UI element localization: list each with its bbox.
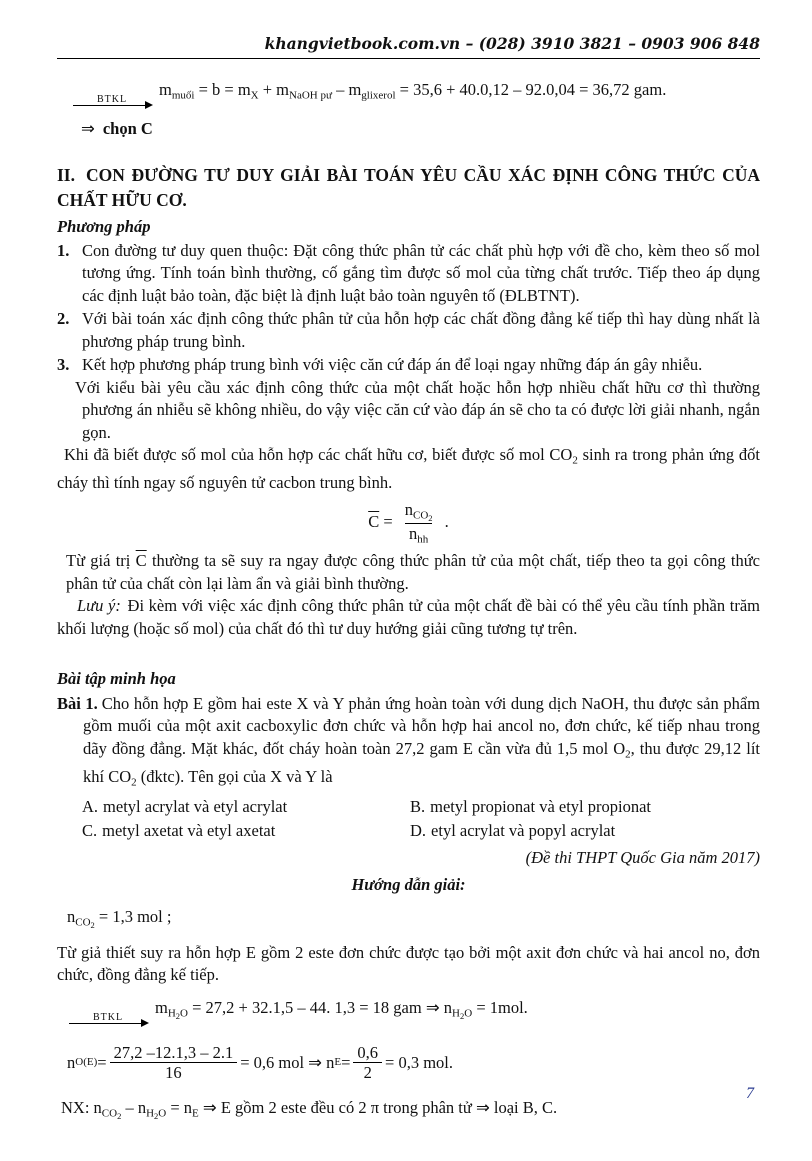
formula-segment: E — [192, 1107, 199, 1120]
item-number: 2. — [57, 309, 70, 328]
formula-segment: , thu được 29,12 lít khí CO — [83, 738, 760, 786]
formula-segment: 2 — [117, 1110, 122, 1121]
formula-segment: = — [97, 1052, 107, 1072]
option-d — [410, 819, 615, 843]
formula-segment: n — [67, 1052, 76, 1072]
formula-segment: Cho hỗn hợp E gồm hai este X và Y phản ứng hoàn toàn với dung dịch NaOH, thu được sản phẩm gồm muối của một axit cacboxylic đơn chức và hỗn hợp hai ancol no, đơn chức, kế tiếp nhau trong dãy đồng đẳng. Mặt khác, đốt cháy hoàn toàn 27,2 gam E cần vừa đủ 1,5 mol O — [83, 693, 760, 758]
chosen-answer-label: chọn C — [102, 118, 153, 138]
formula-segment: Khi đã biết được số mol của hỗn hợp các chất hữu cơ, biết được số mol CO — [64, 445, 573, 464]
method-item-1 — [57, 240, 760, 308]
formula-segment: muối — [171, 89, 195, 102]
section-number: II. — [57, 165, 75, 185]
option-b-key: B. — [410, 796, 426, 816]
problem-1-text — [83, 693, 760, 789]
implies-arrow-icon: ⇒ — [81, 118, 95, 138]
formula-segment: 2 — [625, 748, 631, 761]
item-text: Với bài toán xác định công thức phân tử của hỗn hợp các chất đồng đẳng kế tiếp thì hay dùng nhất là phương pháp trung bình. — [82, 309, 760, 351]
formula-segment: 2 — [428, 512, 433, 523]
formula-segment: 0,6 — [357, 1042, 379, 1062]
section-title-text: CON ĐƯỜNG TƯ DUY GIẢI BÀI TOÁN YÊU CẦU XÁC ĐỊNH CÔNG THỨC CỦA CHẤT HỮU CƠ. — [57, 165, 760, 210]
formula-btkl-muoi — [71, 75, 760, 111]
formula-segment: X — [250, 89, 259, 102]
solution-btkl-line — [67, 993, 760, 1031]
page-header — [57, 34, 760, 53]
header-contact-text: khangvietbook.com.vn – (028) 3910 3821 – 0903 906 848 — [264, 34, 760, 53]
fraction-denominator — [405, 523, 432, 547]
page-number: 7 — [746, 1085, 754, 1102]
paragraph-voi-kieu-bai: Với kiểu bài yêu cầu xác định công thức của một chất hoặc hỗn hợp nhiều chất hữu cơ thì thường phương án nhiễu sẽ không nhiều, do vậy việc căn cứ vào đáp án sẽ cho ta có được lời giải nhanh, ngắn gọn. — [75, 377, 760, 442]
formula-segment: = 1,3 mol ; — [94, 906, 172, 926]
formula-segment: m — [155, 997, 168, 1017]
examples-heading: Bài tập minh họa — [57, 669, 176, 689]
answer-options — [82, 795, 760, 843]
formula-segment: NaOH pư — [289, 89, 332, 102]
fraction-numerator — [110, 1043, 238, 1063]
paragraph-khi-da-biet — [57, 444, 760, 495]
overline-symbol: $\overline{C}$ — [135, 551, 147, 571]
options-row-2 — [82, 819, 760, 843]
arrow-label: BTKL — [92, 1011, 124, 1023]
formula-segment: thường ta sẽ suy ra ngay được công thức phân tử của một chất, tiếp theo ta gọi công thức phân tử của chất còn lại làm ẩn và giải bình thường. — [66, 551, 760, 593]
arrow-line — [69, 1023, 147, 1024]
btkl-arrow-icon — [73, 94, 151, 106]
formula-segment: 2 — [572, 454, 578, 467]
formula-segment: 2 — [459, 1010, 465, 1021]
formula-segment: hh — [417, 533, 429, 546]
formula-segment: 27,2 –12.1,3 – 2.1 — [113, 1042, 234, 1062]
option-b — [410, 795, 651, 819]
solution-heading: Hướng dẫn giải: — [351, 874, 466, 894]
option-c — [82, 819, 410, 843]
formula-segment: m — [159, 80, 172, 99]
formula-segment: H — [452, 1007, 460, 1020]
formula-segment: 2 — [363, 1063, 372, 1083]
formula-segment: H — [146, 1107, 155, 1120]
fraction-numerator — [401, 500, 437, 523]
method-item-3 — [57, 354, 760, 377]
item-text: Kết hợp phương pháp trung bình với việc căn cứ đáp án để loại ngay những đáp án gây nhiễu. — [82, 355, 703, 374]
section-title — [57, 163, 760, 213]
formula-segment: n — [409, 523, 418, 543]
formula-segment: = n — [166, 1097, 193, 1117]
formula-carbon-average — [57, 500, 760, 547]
formula-segment: glixerol — [361, 89, 396, 102]
arrow-label: BTKL — [96, 94, 128, 105]
formula-segment: n — [67, 906, 76, 926]
fraction — [401, 500, 437, 547]
fraction-denominator — [110, 1062, 238, 1083]
formula-segment: = — [379, 511, 397, 531]
formula-segment: Từ giá trị — [66, 551, 136, 571]
item-number: 1. — [57, 240, 70, 260]
problem-1-label: Bài 1. — [57, 693, 98, 713]
problem-1-statement — [57, 693, 760, 794]
option-d-key: D. — [410, 820, 427, 840]
option-c-text: metyl axetat và etyl axetat — [102, 820, 276, 840]
formula-segment: = 27,2 + 32.1,5 – 44. 1,3 = 18 gam ⇒ n — [188, 997, 453, 1017]
formula-segment: CO — [75, 916, 91, 929]
solution-noe-line — [67, 1037, 760, 1089]
answer-choice-line — [81, 118, 760, 141]
formula-segment: = b = m — [194, 80, 251, 99]
formula-segment: ⇒ E gồm 2 este đều có 2 π trong phân tử ⇒ loại B, C. — [198, 1097, 558, 1117]
formula-segment: sinh ra trong phản ứng đốt cháy thì tính ngay số nguyên tử cacbon trung bình. — [57, 445, 760, 492]
formula-segment: CO — [101, 1107, 118, 1120]
btkl-arrow-icon — [69, 1012, 147, 1024]
formula-segment: 2 — [154, 1110, 159, 1121]
option-a-key: A. — [82, 796, 99, 816]
option-d-text: etyl acrylat và popyl acrylat — [431, 820, 616, 840]
formula-segment: = 35,6 + 40.0,12 – 92.0,04 = 36,72 gam. — [395, 80, 667, 99]
options-row-1 — [82, 795, 760, 819]
solution-paragraph: Từ giả thiết suy ra hỗn hợp E gồm 2 este đơn chức được tạo bởi một axit đơn chức và hai ancol no, đơn chức, đồng đẳng kế tiếp. — [57, 942, 760, 985]
paragraph-tu-gia-tri — [66, 550, 760, 595]
formula-segment: O(E) — [75, 1056, 98, 1069]
exam-source: (Đề thi THPT Quốc Gia năm 2017) — [525, 847, 760, 867]
method-label: Phương pháp — [57, 217, 151, 236]
formula-segment: 2 — [90, 919, 95, 930]
formula-segment: n — [404, 499, 414, 519]
option-c-key: C. — [82, 820, 98, 840]
formula-segment: = 0,3 mol. — [385, 1052, 454, 1072]
fraction — [353, 1043, 382, 1084]
formula-segment: 2 — [175, 1010, 181, 1021]
formula-segment: 2 — [131, 776, 137, 789]
arrow-line — [73, 105, 151, 106]
formula-segment: = 0,6 mol ⇒ n — [240, 1052, 335, 1072]
fraction — [110, 1043, 238, 1084]
fraction-denominator — [353, 1062, 382, 1083]
solution-nx-line — [61, 1095, 760, 1129]
formula-segment: 16 — [165, 1063, 182, 1083]
item-text: Con đường tư duy quen thuộc: Đặt công thức phân tử các chất phù hợp với đề cho, kèm theo số mol tương ứng. Tính toán bình thường, cố gắng tìm được số mol của từng chất trước. Tiếp theo áp dụng các định luật bảo toàn, đặc biệt là định luật bảo toàn nguyên tố (ĐLBTNT). — [82, 240, 760, 305]
formula-segment: – n — [121, 1097, 147, 1117]
option-a — [82, 795, 410, 819]
formula-segment: O — [180, 1007, 188, 1020]
formula-segment: E — [334, 1056, 342, 1069]
formula-segment: O — [158, 1107, 167, 1120]
note-text: Đi kèm với việc xác định công thức phân tử của một chất đề bài có thể yêu cầu tính phần trăm khối lượng (hoặc số mol) của chất đó thì tư duy hướng giải cũng tương tự trên. — [57, 596, 760, 638]
formula-segment: = — [341, 1052, 351, 1072]
formula-segment: = 1mol. — [472, 997, 528, 1017]
formula-segment: H — [167, 1007, 176, 1020]
paragraph-luu-y — [57, 595, 760, 640]
item-number: 3. — [57, 355, 70, 374]
formula-segment: . — [440, 511, 449, 531]
formula-segment: O — [464, 1007, 473, 1020]
formula-segment: CO — [413, 509, 429, 521]
formula-segment: (đktc). Tên gọi của X và Y là — [136, 766, 333, 786]
formula-segment: NX: n — [61, 1097, 102, 1117]
formula-segment: + m — [258, 80, 290, 99]
fraction-numerator — [353, 1043, 382, 1063]
formula-segment: – m — [331, 80, 362, 99]
overline-symbol: $\overline{C}$ — [368, 511, 380, 531]
option-a-text: metyl acrylat và etyl acrylat — [103, 796, 288, 816]
method-item-2 — [57, 308, 760, 353]
solution-nco2-line — [67, 904, 760, 938]
note-lead: Lưu ý: — [77, 596, 121, 616]
option-b-text: metyl propionat và etyl propionat — [430, 796, 652, 816]
header-rule — [57, 58, 760, 59]
